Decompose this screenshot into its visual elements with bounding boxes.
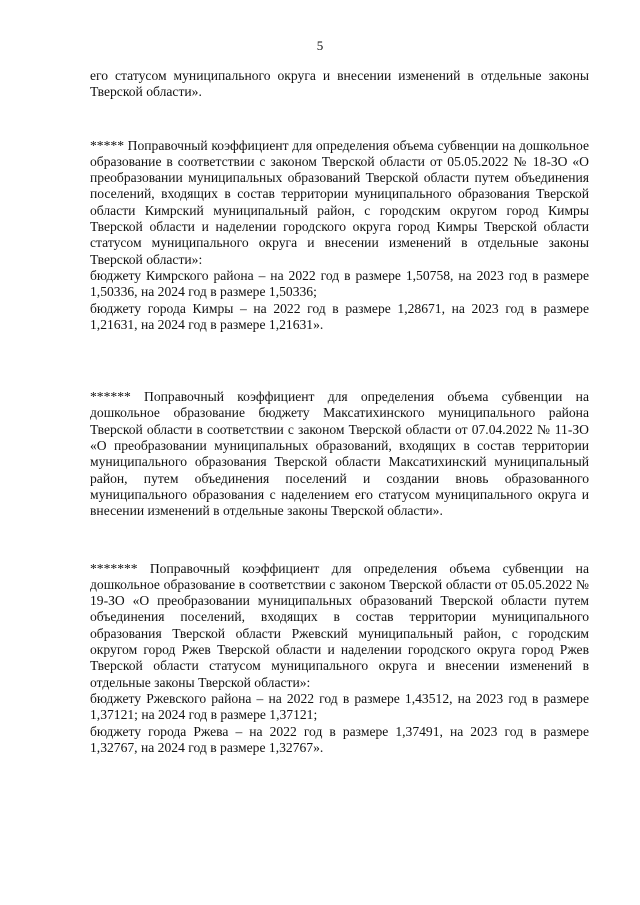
note-paragraph: бюджету города Кимры – на 2022 год в размере 1,28671, на 2023 год в размере 1,21631, на 2024 год в размере 1,21631». (90, 300, 589, 332)
intro-paragraph-block (90, 68, 589, 101)
note-paragraph: ***** Поправочный коэффициент для определения объема субвенции на дошкольное образование в соответствии с законом Тверской области от 05.05.2022 № 18-ЗО «О преобразовании муниципальных образований Тверской области путем объединения поселений, входящих в состав территории муниципального образования Тверской области Кимрский муниципальный район, с городским округом город Кимры Тверской области и наделении городского округа город Кимры Тверской области статусом муниципального округа и внесении изменений в отдельные законы Тверской области»: (90, 137, 589, 267)
note-paragraph: ****** Поправочный коэффициент для определения объема субвенции на дошкольное образование бюджету Максатихинского муниципального района Тверской области в соответствии с законом Тверской области от 07.04.2022 № 11-ЗО «О преобразовании муниципальных образований, входящих в состав территории муниципального образования Тверской области Максатихинский муниципальный район, путем объединения поселений и создании вновь образованного муниципального образования с наделением его статусом муниципального округа и внесении изменений в отдельные законы Тверской области». (90, 389, 589, 519)
note-7-asterisks (90, 561, 589, 757)
intro-paragraph: его статусом муниципального округа и внесении изменений в отдельные законы Тверской области». (90, 68, 589, 100)
note-paragraph: бюджету города Ржева – на 2022 год в размере 1,37491, на 2023 год в размере 1,32767, на 2024 год в размере 1,32767». (90, 723, 589, 755)
spacer (90, 520, 589, 561)
note-5-asterisks (90, 138, 589, 334)
spacer (90, 101, 589, 138)
spacer (90, 333, 589, 389)
note-paragraph: ******* Поправочный коэффициент для определения объема субвенции на дошкольное образование в соответствии с законом Тверской области от 05.05.2022 № 19-ЗО «О преобразовании муниципальных образований Тверской области путем объединения поселений, входящих в состав территории муниципального образования Тверской области Ржевский муниципальный район, с городским округом город Ржев Тверской области и наделении городского округа город Ржев Тверской области статусом муниципального округа и внесении изменений в отдельные законы Тверской области»: (90, 560, 589, 690)
page-content (90, 68, 589, 756)
note-paragraph: бюджету Ржевского района – на 2022 год в размере 1,43512, на 2023 год в размере 1,37121; на 2024 год в размере 1,37121; (90, 690, 589, 723)
note-6-asterisks (90, 389, 589, 519)
page-number: 5 (316, 38, 324, 53)
note-paragraph: бюджету Кимрского района – на 2022 год в размере 1,50758, на 2023 год в размере 1,50336, на 2024 год в размере 1,50336; (90, 267, 589, 300)
